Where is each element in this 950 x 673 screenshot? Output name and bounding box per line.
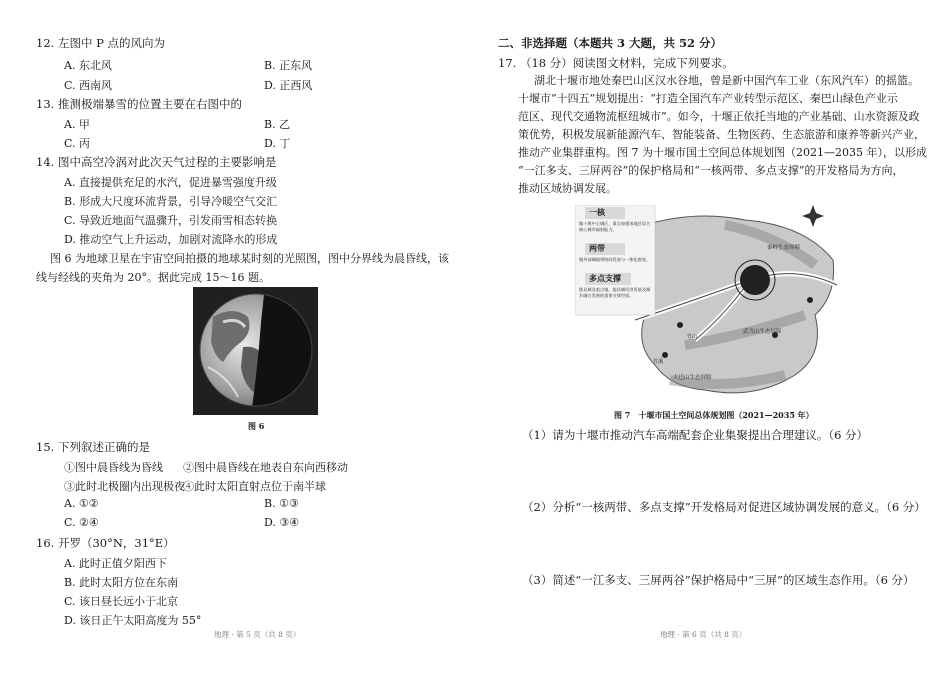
sub-question-1: （1）请为十堰市推动汽车高端配套企业集聚提出合理建议。（6 分） [522, 428, 869, 442]
q13-option-b[interactable]: B. 乙 [264, 118, 291, 131]
q12-stem: 12. 左图中 P 点的风向为 [36, 36, 165, 50]
q13-option-d[interactable]: D. 丁 [264, 137, 291, 150]
figure-6-caption: 图 6 [248, 421, 265, 431]
sub-question-2: （2）分析“一核两带、多点支撑”开发格局对促进区域协调发展的意义。（6 分） [522, 500, 926, 514]
material-line-1: 湖北十堰市地处秦巴山区汉水谷地，曾是新中国汽车工业（东风汽车）的摇篮。 [534, 74, 919, 87]
label-wudang-barrier: 武当山生态屏障 [743, 329, 782, 335]
q14-option-a[interactable]: A. 直接提供充足的水汽，促进暴雪强度升级 [64, 176, 277, 189]
q15-option-d[interactable]: D. ③④ [264, 516, 300, 529]
q14-stem: 14. 图中高空冷涡对此次天气过程的主要影响是 [36, 155, 277, 169]
q15-statement-2: ②图中晨昏线在地表自东向西移动 [183, 461, 348, 474]
q14-option-d[interactable]: D. 推动空气上升运动，加剧对流降水的形成 [64, 233, 278, 246]
figure-6-earth-image [193, 287, 318, 415]
q17-stem: 17. （18 分）阅读图文材料，完成下列要求。 [498, 56, 734, 70]
q15-statement-3: ③此时北极圈内出现极夜 [64, 480, 185, 493]
material-line-5: 推动产业集群重构。图 7 为十堰市国土空间总体规划图（2021—2035 年），以形成 [518, 146, 927, 159]
legend-belt-text: 做外部城镇带协同发展与一体化推进。 [579, 257, 651, 262]
q13-stem: 13. 推测极端暴雪的位置主要在右图中的 [36, 97, 242, 111]
q16-option-a[interactable]: A. 此时正值夕阳西下 [64, 557, 167, 570]
material-line-6: “一江多支、三屏两谷”的保护格局和“一核两带、多点支撑”的开发格局为方向， [518, 164, 904, 177]
material-line-2: 十堰市“十四五”规划提出：“打造全国汽车产业转型示范区、秦巴山绿色产业示 [518, 92, 898, 105]
material-line-3: 范区、现代交通物流枢纽城市”。如今，十堰正依托当地的产业基础、山水资源及政 [518, 110, 920, 123]
figure-7-caption: 图 7 十堰市国土空间总体规划图（2021—2035 年） [614, 410, 814, 420]
legend-point-title: 多点支撑 [589, 273, 621, 283]
q13-option-c[interactable]: C. 丙 [64, 137, 91, 150]
label-city-zhuxi: 竹溪 [653, 359, 664, 365]
footer-right: 地理 · 第 6 页（共 8 页） [660, 630, 747, 639]
q13-option-a[interactable]: A. 甲 [64, 118, 90, 131]
q16-option-c[interactable]: C. 该日昼长远小于北京 [64, 595, 179, 608]
sub-question-3: （3）简述“一江多支、三屏两谷”保护格局中“三屏”的区域生态作用。（6 分） [522, 573, 915, 587]
label-daba-barrier: 大巴山生态屏障 [673, 375, 712, 381]
q15-stem: 15. 下列叙述正确的是 [36, 440, 150, 454]
q16-stem: 16. 开罗（30°N，31°E） [36, 536, 175, 550]
q14-option-c[interactable]: C. 导致近地面气温骤升，引发雨雪相态转换 [64, 214, 278, 227]
legend-point-text: 推县城及重点镇，提县城经济发展及城乡融合发展的重要支撑空间。 [579, 287, 651, 298]
label-city-zhushan: 竹山 [687, 334, 698, 340]
q14-option-b[interactable]: B. 形成大尺度环流背景，引导冷暖空气交汇 [64, 195, 278, 208]
legend-core-text: 做十堰中心城区，重点加强该地区综合核心城市辐射能力。 [579, 221, 651, 232]
q12-option-b[interactable]: B. 正东风 [264, 59, 313, 72]
label-qinling-barrier: 秦岭生态屏障 [767, 245, 801, 251]
legend-belt-title: 两带 [589, 243, 605, 253]
q16-option-b[interactable]: B. 此时太阳方位在东南 [64, 576, 179, 589]
legend-core-title: 一核 [589, 207, 605, 217]
section-title: 二、非选择题（本题共 3 大题，共 52 分） [498, 36, 723, 50]
material-line-4: 策优势，积极发展新能源汽车、智能装备、生物医药、生态旅游和康养等新兴产业， [518, 128, 925, 141]
footer-left: 地理 · 第 5 页（共 8 页） [214, 630, 301, 639]
q12-option-d[interactable]: D. 正西风 [264, 79, 313, 92]
q15-option-c[interactable]: C. ②④ [64, 516, 99, 529]
q15-statement-4: ④此时太阳直射点位于南半球 [183, 480, 326, 493]
q16-option-d[interactable]: D. 该日正午太阳高度为 55° [64, 614, 202, 627]
q15-option-a[interactable]: A. ①② [64, 497, 99, 510]
figure-7-planning-map [575, 205, 841, 405]
material-line-7: 推动区域协调发展。 [518, 182, 617, 195]
intro-line-2: 线与经线的夹角为 20°。据此完成 15～16 题。 [36, 271, 270, 284]
q12-option-a[interactable]: A. 东北风 [64, 59, 112, 72]
q15-statement-1: ①图中晨昏线为昏线 [64, 461, 163, 474]
intro-line-1: 图 6 为地球卫星在宇宙空间拍摄的地球某时刻的光照图，图中分界线为晨昏线，该 [50, 252, 449, 265]
q15-option-b[interactable]: B. ①③ [264, 497, 299, 510]
q12-option-c[interactable]: C. 西南风 [64, 79, 113, 92]
